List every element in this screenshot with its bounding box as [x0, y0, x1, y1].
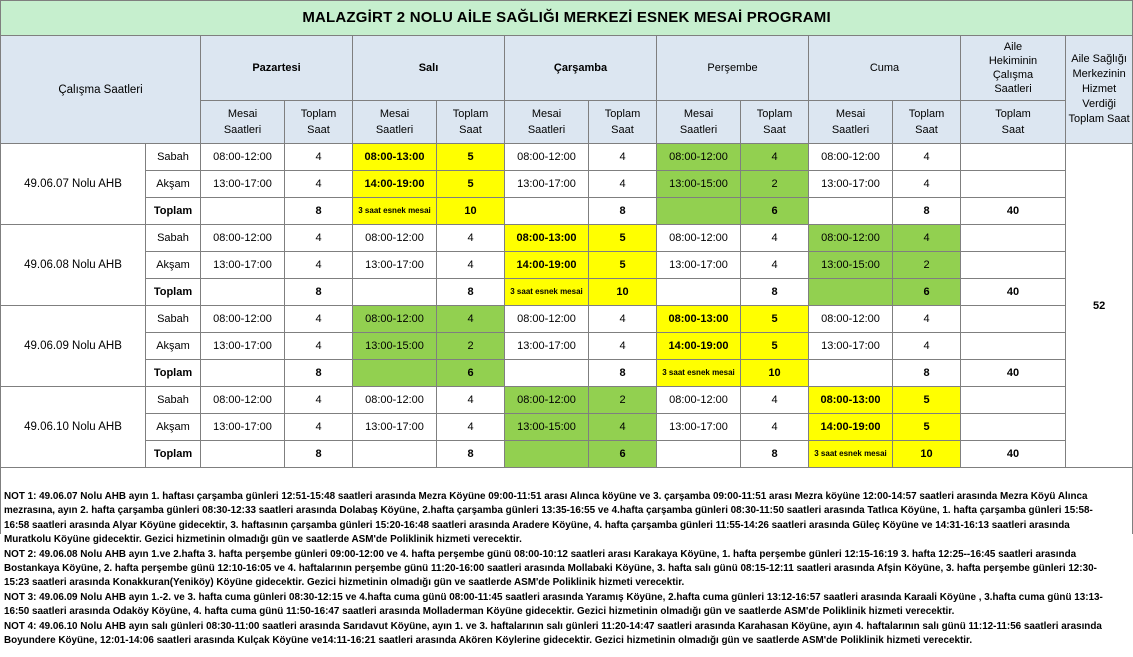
- shift-hours: 4: [741, 252, 809, 279]
- shift-time: 13:00-17:00: [201, 414, 285, 441]
- table-row: [1, 225, 1133, 252]
- day-total: 8: [893, 198, 961, 225]
- total-hours-header-friday: Toplam Saat: [893, 101, 961, 144]
- empty-cell: [809, 279, 893, 306]
- shift-time: 13:00-17:00: [353, 414, 437, 441]
- shift-hours: 5: [741, 333, 809, 360]
- shift-hours: 4: [893, 225, 961, 252]
- day-total: 8: [285, 441, 353, 468]
- shift-time: 08:00-12:00: [353, 387, 437, 414]
- day-header-wednesday: Çarşamba: [505, 36, 657, 101]
- doctor-total: 40: [961, 441, 1066, 468]
- day-total: 8: [589, 360, 657, 387]
- empty-cell: [657, 441, 741, 468]
- row-label-aksam: Akşam: [146, 414, 201, 441]
- shift-time: 08:00-12:00: [201, 144, 285, 171]
- shift-hours: 4: [437, 387, 505, 414]
- shift-time: 08:00-12:00: [809, 144, 893, 171]
- shift-hours: 2: [893, 252, 961, 279]
- empty-cell: [961, 333, 1066, 360]
- table-row: [1, 306, 1133, 333]
- shift-hours-header-friday: Mesai Saatleri: [809, 101, 893, 144]
- empty-cell: [961, 387, 1066, 414]
- day-total: 8: [589, 198, 657, 225]
- total-hours-header-tuesday: Toplam Saat: [437, 101, 505, 144]
- shift-time: 13:00-17:00: [657, 414, 741, 441]
- doctor-total: 40: [961, 198, 1066, 225]
- empty-cell: [961, 414, 1066, 441]
- empty-cell: [201, 441, 285, 468]
- day-total: 6: [589, 441, 657, 468]
- row-label-sabah: Sabah: [146, 306, 201, 333]
- shift-hours: 4: [437, 252, 505, 279]
- shift-hours: 5: [437, 144, 505, 171]
- note-2: NOT 2: 49.06.08 Nolu AHB ayın 1.ve 2.hafta 3. hafta perşembe günleri 09:00-12:00 ve 4. hafta perşembe günü 08:00-10:12 saatleri arası Karakaya Köyüne, 1. hafta perşembe günleri 12:15-16:19 3. hafta 12:25--16:45 saatleri arasında Bostankaya Köyüne, 2. hafta perşembe günü 12:10-16:05 ve 4. haftalarının perşembe günü 11:20-16:00 saatleri arasında Mollabaki Köyüne, 3. hafta salı günü 08:15-12:11 saatleri arasında Afşin Köyüne, 3. hafta perşembe günleri 12:30-15:23 saatleri arasında Konakkuran(Yeniköy) Köyüne gidecektir. Gezici hizmetinin olmadığı gün ve saatlerde ASM'de Poliklinik hizmeti verecektir.: [4, 548, 1097, 589]
- row-label-toplam: Toplam: [146, 279, 201, 306]
- family-doctor-hours-header: Aile Hekiminin Çalışma Saatleri: [961, 36, 1066, 101]
- row-label-sabah: Sabah: [146, 144, 201, 171]
- shift-hours: 4: [741, 414, 809, 441]
- unit-name: 49.06.08 Nolu AHB: [1, 225, 146, 306]
- shift-time: 14:00-19:00: [353, 171, 437, 198]
- shift-hours: 4: [285, 306, 353, 333]
- shift-time: 08:00-13:00: [353, 144, 437, 171]
- unit-name: 49.06.09 Nolu AHB: [1, 306, 146, 387]
- shift-hours: 5: [589, 225, 657, 252]
- shift-hours-header-tuesday: Mesai Saatleri: [353, 101, 437, 144]
- unit-name: 49.06.07 Nolu AHB: [1, 144, 146, 225]
- table-row: [1, 387, 1133, 414]
- shift-time: 13:00-17:00: [353, 252, 437, 279]
- day-header-monday: Pazartesi: [201, 36, 353, 101]
- flex-note: 3 saat esnek mesai: [505, 279, 589, 306]
- shift-time: 13:00-17:00: [657, 252, 741, 279]
- doctor-total: 40: [961, 279, 1066, 306]
- day-total: 6: [893, 279, 961, 306]
- shift-hours: 4: [437, 225, 505, 252]
- shift-time: 08:00-13:00: [657, 306, 741, 333]
- empty-cell: [353, 441, 437, 468]
- empty-cell: [961, 306, 1066, 333]
- day-total: 8: [741, 441, 809, 468]
- empty-cell: [961, 225, 1066, 252]
- shift-time: 08:00-12:00: [505, 306, 589, 333]
- empty-cell: [505, 441, 589, 468]
- flex-note: 3 saat esnek mesai: [657, 360, 741, 387]
- empty-cell: [809, 198, 893, 225]
- shift-hours: 4: [893, 171, 961, 198]
- shift-time: 13:00-17:00: [505, 333, 589, 360]
- table-row: [1, 360, 1133, 387]
- day-total: 8: [285, 198, 353, 225]
- table-row: [1, 144, 1133, 171]
- day-total: 8: [741, 279, 809, 306]
- empty-cell: [505, 198, 589, 225]
- empty-cell: [961, 252, 1066, 279]
- flex-note: 3 saat esnek mesai: [353, 198, 437, 225]
- shift-hours: 4: [285, 387, 353, 414]
- day-total: 6: [741, 198, 809, 225]
- table-row: [1, 414, 1133, 441]
- shift-time: 13:00-17:00: [505, 171, 589, 198]
- empty-cell: [657, 198, 741, 225]
- row-label-sabah: Sabah: [146, 225, 201, 252]
- day-total: 10: [741, 360, 809, 387]
- empty-cell: [961, 171, 1066, 198]
- day-total: 8: [437, 279, 505, 306]
- shift-time: 08:00-13:00: [505, 225, 589, 252]
- empty-cell: [657, 279, 741, 306]
- shift-time: 14:00-19:00: [657, 333, 741, 360]
- day-total: 8: [285, 279, 353, 306]
- shift-hours: 4: [589, 144, 657, 171]
- row-label-aksam: Akşam: [146, 171, 201, 198]
- shift-hours: 5: [893, 414, 961, 441]
- day-total: 8: [285, 360, 353, 387]
- shift-hours: 2: [741, 171, 809, 198]
- row-label-toplam: Toplam: [146, 198, 201, 225]
- empty-cell: [353, 360, 437, 387]
- shift-time: 13:00-17:00: [809, 171, 893, 198]
- shift-hours: 4: [437, 414, 505, 441]
- shift-hours-header-wednesday: Mesai Saatleri: [505, 101, 589, 144]
- note-1: NOT 1: 49.06.07 Nolu AHB ayın 1. haftası çarşamba günleri 12:51-15:48 saatleri arasında Mezra Köyüne 09:00-11:51 arası Alınca köyüne ve 3. çarşamba 09:00-11:51 arası Mezra köyüne 12:00-14:57 saatleri arasında Mezra Köyü Alınca mezrasına, ayın 2. hafta çarşamba günleri 08:30-12:33 saatleri arasında Dolabaş Köyüne, 2.hafta çarşamba günleri 13:35-16:55 ve 4.hafta çarşamba günleri 08:30-11:50 saatleri arasında Tatlıca Köyüne, 1. hafta çarşamba günleri 15:58-16:58 saatleri arasında Alyar Köyüne gidecektir, 3. haftasının çarşamba günleri 15:20-16:48 saatleri arasında Aradere Köyüne, 4. hafta çarşamba günleri 11:55-14:26 saatleri arasında Güleç Köyüne ve 14:31-16:13 saatleri arasında Muratkolu Köyüne gidecektir. Gezici hizmetinin olmadığı gün ve saatlerde ASM'de Poliklinik hizmeti verecektir.: [4, 491, 1093, 546]
- shift-hours: 4: [893, 306, 961, 333]
- shift-time: 08:00-12:00: [201, 225, 285, 252]
- shift-hours: 2: [589, 387, 657, 414]
- day-total: 6: [437, 360, 505, 387]
- shift-hours: 5: [741, 306, 809, 333]
- shift-hours: 4: [589, 333, 657, 360]
- notes-section: [4, 490, 1109, 648]
- shift-time: 08:00-12:00: [201, 306, 285, 333]
- row-label-toplam: Toplam: [146, 360, 201, 387]
- day-total: 10: [437, 198, 505, 225]
- shift-hours: 4: [589, 171, 657, 198]
- shift-time: 08:00-12:00: [657, 387, 741, 414]
- shift-time: 13:00-17:00: [201, 252, 285, 279]
- shift-hours: 4: [741, 225, 809, 252]
- doctor-total-hours-header: Toplam Saat: [961, 101, 1066, 144]
- shift-time: 08:00-12:00: [657, 225, 741, 252]
- asm-total-header: Aile Sağlığı Merkezinin Hizmet Verdiği Toplam Saat: [1066, 36, 1133, 144]
- note-4: NOT 4: 49.06.10 Nolu AHB ayın salı günleri 08:30-11:00 saatleri arasında Sarıdavut Köyüne, ayın 1. ve 3. haftalarının salı günleri 11:20-14:47 saatleri arasında Karahasan Köyüne, ayın 4. haftalarının salı günü 11:12-11:56 saatleri arasında Boyundere Köyüne, 12:01-14:06 saatleri arasında Kulçak Köyüne ve14:11-16:21 saatleri arasında Akören Köylerine gidecektir. Gezici hizmetinin olmadığı gün ve saatlerde ASM'de Poliklinik hizmeti verecektir.: [4, 620, 1102, 647]
- shift-time: 08:00-12:00: [201, 387, 285, 414]
- shift-time: 08:00-13:00: [809, 387, 893, 414]
- shift-time: 13:00-15:00: [505, 414, 589, 441]
- flex-note: 3 saat esnek mesai: [809, 441, 893, 468]
- shift-hours: 4: [893, 144, 961, 171]
- empty-cell: [353, 279, 437, 306]
- shift-time: 08:00-12:00: [353, 225, 437, 252]
- shift-hours: 4: [285, 414, 353, 441]
- row-label-sabah: Sabah: [146, 387, 201, 414]
- shift-hours: 5: [589, 252, 657, 279]
- total-hours-header-thursday: Toplam Saat: [741, 101, 809, 144]
- table-row: [1, 198, 1133, 225]
- day-total: 8: [893, 360, 961, 387]
- shift-hours: 4: [589, 306, 657, 333]
- shift-hours: 5: [893, 387, 961, 414]
- shift-time: 13:00-15:00: [353, 333, 437, 360]
- day-header-tuesday: Salı: [353, 36, 505, 101]
- shift-time: 08:00-12:00: [505, 387, 589, 414]
- shift-hours: 4: [285, 225, 353, 252]
- shift-hours: 4: [285, 252, 353, 279]
- day-header-thursday: Perşembe: [657, 36, 809, 101]
- table-row: [1, 279, 1133, 306]
- shift-time: 13:00-15:00: [809, 252, 893, 279]
- total-hours-header-wednesday: Toplam Saat: [589, 101, 657, 144]
- table-row: [1, 171, 1133, 198]
- shift-hours: 4: [589, 414, 657, 441]
- asm-total-value: 52: [1066, 144, 1133, 468]
- shift-time: 14:00-19:00: [505, 252, 589, 279]
- unit-name: 49.06.10 Nolu AHB: [1, 387, 146, 468]
- empty-cell: [505, 360, 589, 387]
- empty-cell: [809, 360, 893, 387]
- shift-hours: 4: [741, 387, 809, 414]
- shift-hours: 4: [437, 306, 505, 333]
- shift-hours: 5: [437, 171, 505, 198]
- empty-cell: [201, 198, 285, 225]
- table-row: [1, 333, 1133, 360]
- empty-cell: [961, 144, 1066, 171]
- row-label-toplam: Toplam: [146, 441, 201, 468]
- table-row: [1, 441, 1133, 468]
- row-label-aksam: Akşam: [146, 252, 201, 279]
- total-hours-header-monday: Toplam Saat: [285, 101, 353, 144]
- shift-time: 08:00-12:00: [809, 306, 893, 333]
- shift-time: 08:00-12:00: [809, 225, 893, 252]
- doctor-total: 40: [961, 360, 1066, 387]
- day-total: 10: [589, 279, 657, 306]
- shift-hours: 4: [285, 171, 353, 198]
- page-title: MALAZGİRT 2 NOLU AİLE SAĞLIĞI MERKEZİ ESNEK MESAİ PROGRAMI: [1, 1, 1133, 36]
- shift-hours: 4: [893, 333, 961, 360]
- shift-time: 13:00-17:00: [809, 333, 893, 360]
- day-total: 8: [437, 441, 505, 468]
- shift-time: 08:00-12:00: [657, 144, 741, 171]
- shift-hours: 2: [437, 333, 505, 360]
- shift-hours-header-monday: Mesai Saatleri: [201, 101, 285, 144]
- empty-cell: [201, 279, 285, 306]
- shift-time: 13:00-17:00: [201, 171, 285, 198]
- shift-time: 13:00-15:00: [657, 171, 741, 198]
- shift-hours: 4: [741, 144, 809, 171]
- note-3: NOT 3: 49.06.09 Nolu AHB ayın 1.-2. ve 3. hafta cuma günleri 08:30-12:15 ve 4.hafta cuma günü 08:00-11:45 saatleri arasında Yaramış Köyüne, 2.hafta cuma günleri 13:12-16:57 saatleri arasında Karaali Köyüne , 3.hafta cuma günü 13:13-16:50 saatleri arasında Odaköy Köyüne, 4. hafta cuma günü 11:50-16:47 saatleri arasında Molladerman Köyüne gidecektir. Gezici hizmetinin olmadığı gün ve saatlerde ASM'de Poliklinik hizmeti verecektir.: [4, 591, 1103, 618]
- row-label-aksam: Akşam: [146, 333, 201, 360]
- day-header-friday: Cuma: [809, 36, 961, 101]
- shift-hours: 4: [285, 144, 353, 171]
- shift-time: 14:00-19:00: [809, 414, 893, 441]
- shift-hours-header-thursday: Mesai Saatleri: [657, 101, 741, 144]
- day-total: 10: [893, 441, 961, 468]
- shift-time: 13:00-17:00: [201, 333, 285, 360]
- shift-time: 08:00-12:00: [353, 306, 437, 333]
- empty-cell: [201, 360, 285, 387]
- shift-hours: 4: [285, 333, 353, 360]
- shift-time: 08:00-12:00: [505, 144, 589, 171]
- working-hours-header: Çalışma Saatleri: [1, 36, 201, 144]
- table-row: [1, 252, 1133, 279]
